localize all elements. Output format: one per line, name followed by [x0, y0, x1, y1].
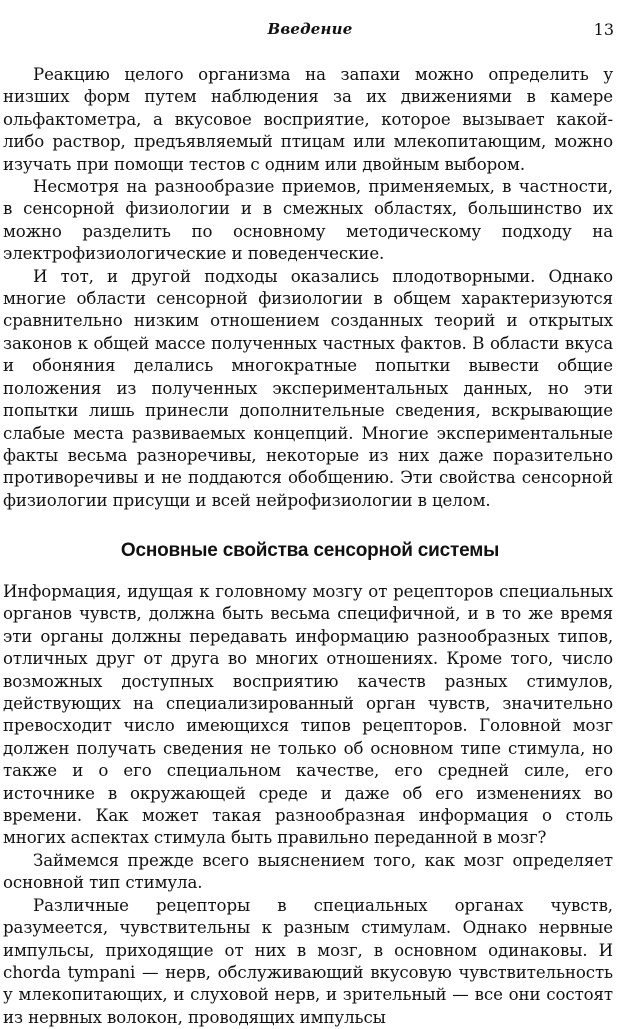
- paragraph-methods: Несмотря на разнообразие приемов, применяемых, в частности, в сенсорной физиологии и в смежных областях, большинство их можно разделить по основному методическому подходу на электрофизиологические и поведенческие.: [3, 177, 613, 264]
- paragraph-approaches: И тот, и другой подходы оказались плодотворными. Однако многие области сенсорной физиологии в общем характеризуются сравнительно низким отношением созданных теорий и открытых законов к общей массе полученных частных фактов. В области вкуса и обоняния делались многократные попытки вывести общие положения из полученных экспериментальных данных, но эти попытки лишь принесли дополнительные сведения, вскрывающие слабые места развиваемых концепций. Многие экспериментальные факты весьма разноречивы, некоторые из них даже поразительно противоречивы и не поддаются обобщению. Эти свойства сенсорной физиологии присущи и всей нейрофизиологии в целом.: [3, 266, 613, 510]
- paragraph-receptors: Различные рецепторы в специальных органах чувств, разумеется, чувствительны к разным стимулам. Однако нервные импульсы, приходящие от них в мозг, в основном одинаковы. И chorda tympani — нерв, обслуживающий вкусовую чувствительность у млекопитающих, и слуховой нерв, и зрительный — все они состоят из нервных волокон, проводящих импульсы: [3, 895, 613, 1027]
- running-title: Введение: [267, 20, 353, 38]
- intro-text: [3, 64, 613, 512]
- running-head: [0, 20, 620, 42]
- paragraph-olfactometer: Реакцию целого организма на запахи можно определить у низших форм путем наблюдения за их движениями в камере ольфактометра, а вкусовое восприятие, которое вызывает какой-либо раствор, предъявляемый птицам или млекопитающим, можно изучать при помощи тестов с одним или двойным выбором.: [3, 65, 613, 174]
- section-heading: Основные свойства сенсорной системы: [120, 540, 500, 561]
- page-number: 13: [593, 20, 614, 39]
- section-text: [3, 581, 613, 1029]
- paragraph-information: Информация, идущая к головному мозгу от рецепторов специальных органов чувств, должна быть весьма специфичной, и в то же время эти органы должны передавать информацию разнообразных типов, отличных друг от друга во многих отношениях. Кроме того, число возможных доступных восприятию качеств разных стимулов, действующих на специализированный орган чувств, значительно превосходит число имеющихся типов рецепторов. Головной мозг должен получать сведения не только об основном типе стимула, но также и о его специальном качестве, его средней силе, его источнике в окружающей среде и даже об его изменениях во времени. Как может такая разнообразная информация о столь многих аспектах стимула быть правильно переданной в мозг?: [3, 582, 613, 848]
- paragraph-stimulus-type: Займемся прежде всего выяснением того, как мозг определяет основной тип стимула.: [3, 850, 613, 893]
